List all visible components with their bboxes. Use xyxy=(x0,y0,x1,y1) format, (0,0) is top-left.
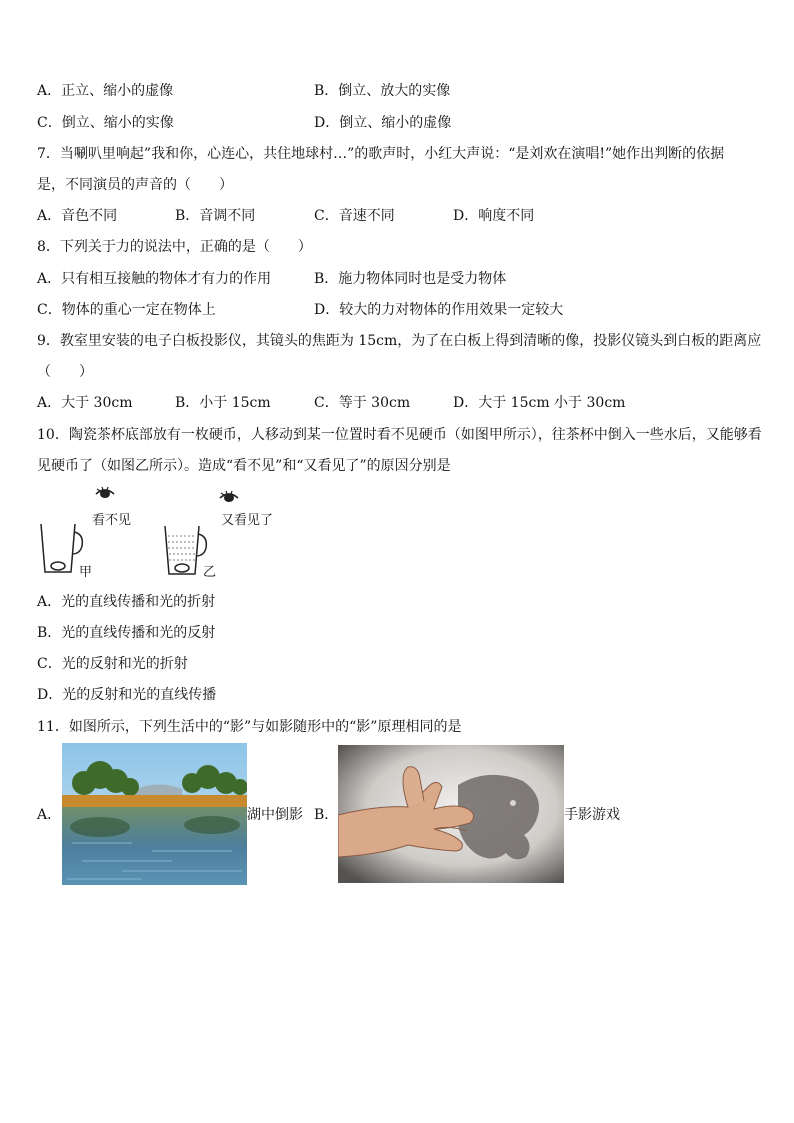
q10-stem-line2: 见硬币了（如图乙所示）。造成“看不见”和“又看见了”的原因分别是 xyxy=(37,458,451,474)
q8-option-d: D．较大的力对物体的作用效果一定较大 xyxy=(314,302,564,318)
q10-fig-left-label: 看不见 xyxy=(92,513,132,528)
q11-option-a-caption: 湖中倒影 xyxy=(247,807,303,823)
q10-stem-line1: 10．陶瓷茶杯底部放有一枚硬币，人移动到某一位置时看不见硬币（如图甲所示），往茶杯中倒入一些水后，又能够看 xyxy=(37,427,762,443)
q11-option-a-letter: A． xyxy=(37,807,62,823)
q9-stem-line2: （ ） xyxy=(37,364,93,380)
q8-option-c: C．物体的重心一定在物体上 xyxy=(37,302,216,318)
q7-option-c: C．音速不同 xyxy=(314,208,395,224)
q9-option-c: C．等于 30cm xyxy=(314,395,411,411)
eye-icon-right xyxy=(218,490,240,504)
q9-stem-line1: 9．教室里安装的电子白板投影仪，其镜头的焦距为 15cm，为了在白板上得到清晰的像，投影仪镜头到白板的距离应 xyxy=(37,333,762,349)
q10-option-d: D．光的反射和光的直线传播 xyxy=(37,687,217,703)
q6-option-b: B．倒立、放大的实像 xyxy=(314,83,451,99)
q8-option-b: B．施力物体同时也是受力物体 xyxy=(314,271,507,287)
q6-option-a: A．正立、缩小的虚像 xyxy=(37,83,174,99)
q8-stem: 8．下列关于力的说法中，正确的是（ ） xyxy=(37,239,312,255)
hand-shadow-photo xyxy=(338,745,564,883)
q7-stem-line2: 是，不同演员的声音的（ ） xyxy=(37,177,233,193)
q11-option-b-letter: B． xyxy=(314,807,339,823)
q9-option-a: A．大于 30cm xyxy=(37,395,133,411)
q10-option-c: C．光的反射和光的折射 xyxy=(37,656,188,672)
q7-option-d: D．响度不同 xyxy=(453,208,535,224)
q11-stem: 11．如图所示，下列生活中的“影”与如影随形中的“影”原理相同的是 xyxy=(37,719,462,735)
eye-icon-left xyxy=(94,486,116,500)
q8-option-a: A．只有相互接触的物体才有力的作用 xyxy=(37,271,272,287)
q10-option-a: A．光的直线传播和光的折射 xyxy=(37,594,216,610)
q7-stem-line1: 7．当唰叭里响起”我和你，心连心，共住地球村…”的歌声时，小红大声说：“是刘欢在演唱!”她作出判断的依据 xyxy=(37,146,725,162)
cup-water-illustration xyxy=(162,524,208,578)
q11-option-b-caption: 手影游戏 xyxy=(564,807,620,823)
q7-option-b: B．音调不同 xyxy=(175,208,256,224)
q9-option-b: B．小于 15cm xyxy=(175,395,271,411)
q9-option-d: D．大于 15cm 小于 30cm xyxy=(453,395,626,411)
q10-fig-left-tag: 甲 xyxy=(79,565,93,580)
q10-fig-right-tag: 乙 xyxy=(203,565,217,580)
q10-fig-right-label: 又看见了 xyxy=(221,513,274,528)
cup-empty-illustration xyxy=(38,522,84,576)
q10-option-b: B．光的直线传播和光的反射 xyxy=(37,625,216,641)
q6-option-c: C．倒立、缩小的实像 xyxy=(37,115,174,131)
lake-reflection-photo xyxy=(62,743,247,885)
q10-figure xyxy=(38,484,274,584)
q7-option-a: A．音色不同 xyxy=(37,208,118,224)
q6-option-d: D．倒立、缩小的虚像 xyxy=(314,115,452,131)
